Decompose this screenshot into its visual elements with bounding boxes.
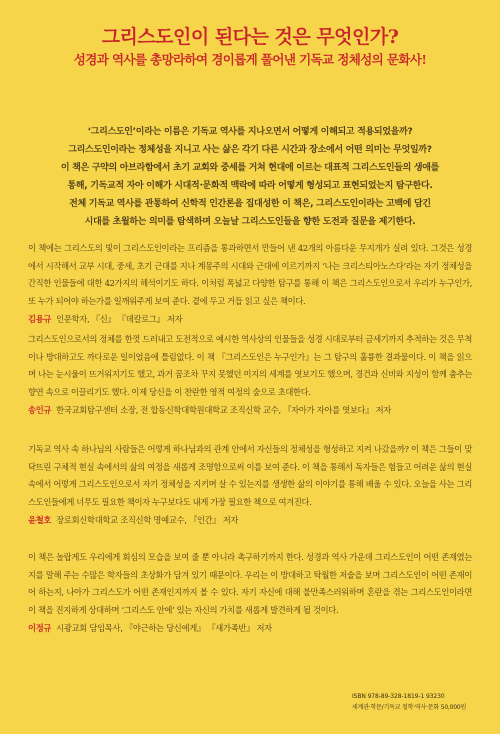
- endorsement-4: [28, 549, 472, 636]
- endorsement-signature: [28, 512, 472, 528]
- endorser-credit: 인문학자, 『신』 『데칼로그』 저자: [56, 314, 183, 324]
- endorsement-text: 이 책은 놀랍게도 우리에게 회심의 모습을 보여 줄 뿐 아니라 촉구하기까지 한다. 성경과 역사 가운데 그리스도인이 어떤 존재였는지를 말해 주는 수많은 학자들의 초상화가 담겨 있기 때문이다. 우리는 이 방대하고 탁월한 저술을 보며 그리스도인이 어떤 존재이어 하는지, 나아가 그리스도가 어떤 존재인지까지 볼 수 있다. 자기 자신에 대해 불만족스러워하며 혼란을 겪는 그리스도인이라면 이 책을 진지하게 상대하며 ‘그리스도 안에’ 있는 자신의 가치를 새롭게 발견하게 될 것이다.: [28, 552, 472, 615]
- endorsement-2: [28, 331, 472, 418]
- intro-line: 통해, 기독교적 자아 이해가 시대적·문화적 맥락에 따라 어떻게 형성되고 표현되었는지 탐구한다.: [67, 181, 433, 191]
- isbn-text: ISBN 978-89-328-1819-1 93230: [352, 693, 445, 700]
- intro-summary: [28, 123, 472, 231]
- endorser-credit: 한국교회탐구센터 소장, 전 합동신학대학원대학교 조직신학 교수, 『자아가 자아를 엿보다』 저자: [56, 405, 392, 415]
- endorser-name: 이정규: [28, 623, 52, 633]
- endorser-name: 송인규: [28, 405, 52, 415]
- endorser-name: 김용규: [28, 314, 52, 324]
- endorsement-text: 기독교 역사 속 하나님의 사람들은 어떻게 하나님과의 관계 안에서 자신들의 정체성을 형성하고 지켜 나갔을까? 이 책은 그들이 맞닥뜨린 구체적 현실 속에서의 삶의 여정을 새롭게 조명함으로써 이를 보여 준다. 이 책을 통해서 독자들은 험들고 어려운 삶의 현실 속에서 어떻게 그리스도인으로서 자기 정체성을 지키며 살 수 있는지를 생생한 삶의 이야기를 통해 배울 수 있다. 오늘을 사는 그리스도인들에게 너무도 필요한 책이자 누구보다도 내게 가장 필요한 책으로 여겨진다.: [28, 444, 472, 507]
- intro-line: 전체 기독교 역사를 관통하여 신학적 인간론을 집대성한 이 책은, 그리스도인이라는 고백에 담긴: [69, 199, 431, 209]
- endorsement-text: 그리스도인으로서의 정체를 한껏 드러내고 도전적으로 예시한 역사상의 인물들을 성경 시대로부터 금세기까지 추적하는 것은 무척이나 방대하고도 까다로운 일이었음에 틀림없다. 이 책 『그리스도인은 누구인가』는 그 탐구의 훌륭한 결과물이다. 이 책을 읽으며 나는 눈시울이 뜨거워지기도 했고, 과거 꿈조차 꾸지 못했던 미지의 세계를 엿보기도 했으며, 경건과 신비와 지성이 함께 춤추는 향연 속으로 이끌리기도 했다. 이제 당신을 이 찬란한 영적 여정의 숲으로 초대한다.: [28, 334, 472, 397]
- endorsement-text: 이 책에는 그리스도의 빛이 그리스도인이라는 프리즘을 통과하면서 만들어 낸 42개의 아름다운 무지개가 실려 있다. 그것은 성경에서 시작해서 교부 시대, 중세, 초기 근대를 지나 계몽주의 시대와 근대에 이르기까지 ‘나는 크리스티아노스다’라는 자기 정체성을 간직한 인물들에 대한 42가지의 해석이기도 하다. 이처럼 폭넓고 다양한 탐구를 통해 이 책은 그리스도인으로서 우리가 누구인가, 또 누가 되어야 하는가를 일깨워주게 보여 준다. 곁에 두고 거듭 읽고 싶은 책이다.: [28, 243, 472, 306]
- endorsement-signature: [28, 311, 472, 327]
- endorsement-signature: [28, 402, 472, 418]
- endorser-name: 윤철호: [28, 515, 52, 525]
- endorser-credit: 장로회신학대학교 조직신학 명예교수, 『인간』 저자: [56, 515, 239, 525]
- endorsement-signature: [28, 620, 472, 636]
- intro-line: 그리스도인이라는 정체성을 지니고 사는 삶은 각기 다른 시간과 장소에서 어떤 의미는 무엇일까?: [68, 145, 432, 155]
- category-price-text: 세계관·학문/기독교 철학·역사·문화 50,000원: [352, 704, 467, 711]
- intro-line: 시대를 초월하는 의미를 탐색하며 오늘날 그리스도인들을 향한 도전과 질문을 제기한다.: [84, 217, 416, 227]
- endorsement-3: [28, 441, 472, 528]
- intro-line: 이 책은 구약의 아브라함에서 초기 교회와 중세를 거쳐 현대에 이르는 대표적 그리스도인들의 생애를: [60, 163, 440, 173]
- cover-headline: 그리스도인이 된다는 것은 무엇인가?: [101, 26, 399, 48]
- intro-line: ‘그리스도인’이라는 이름은 기독교 역사를 지나오면서 어떻게 이해되고 적용되었을까?: [87, 127, 413, 137]
- cover-subhead: 성경과 역사를 총망라하여 경이롭게 풀어낸 기독교 정체성의 문화사!: [73, 52, 427, 67]
- endorsement-1: [28, 240, 472, 327]
- endorser-credit: 시광교회 담임목사, 『야근하는 당신에게』 『새가족반』 저자: [56, 623, 272, 633]
